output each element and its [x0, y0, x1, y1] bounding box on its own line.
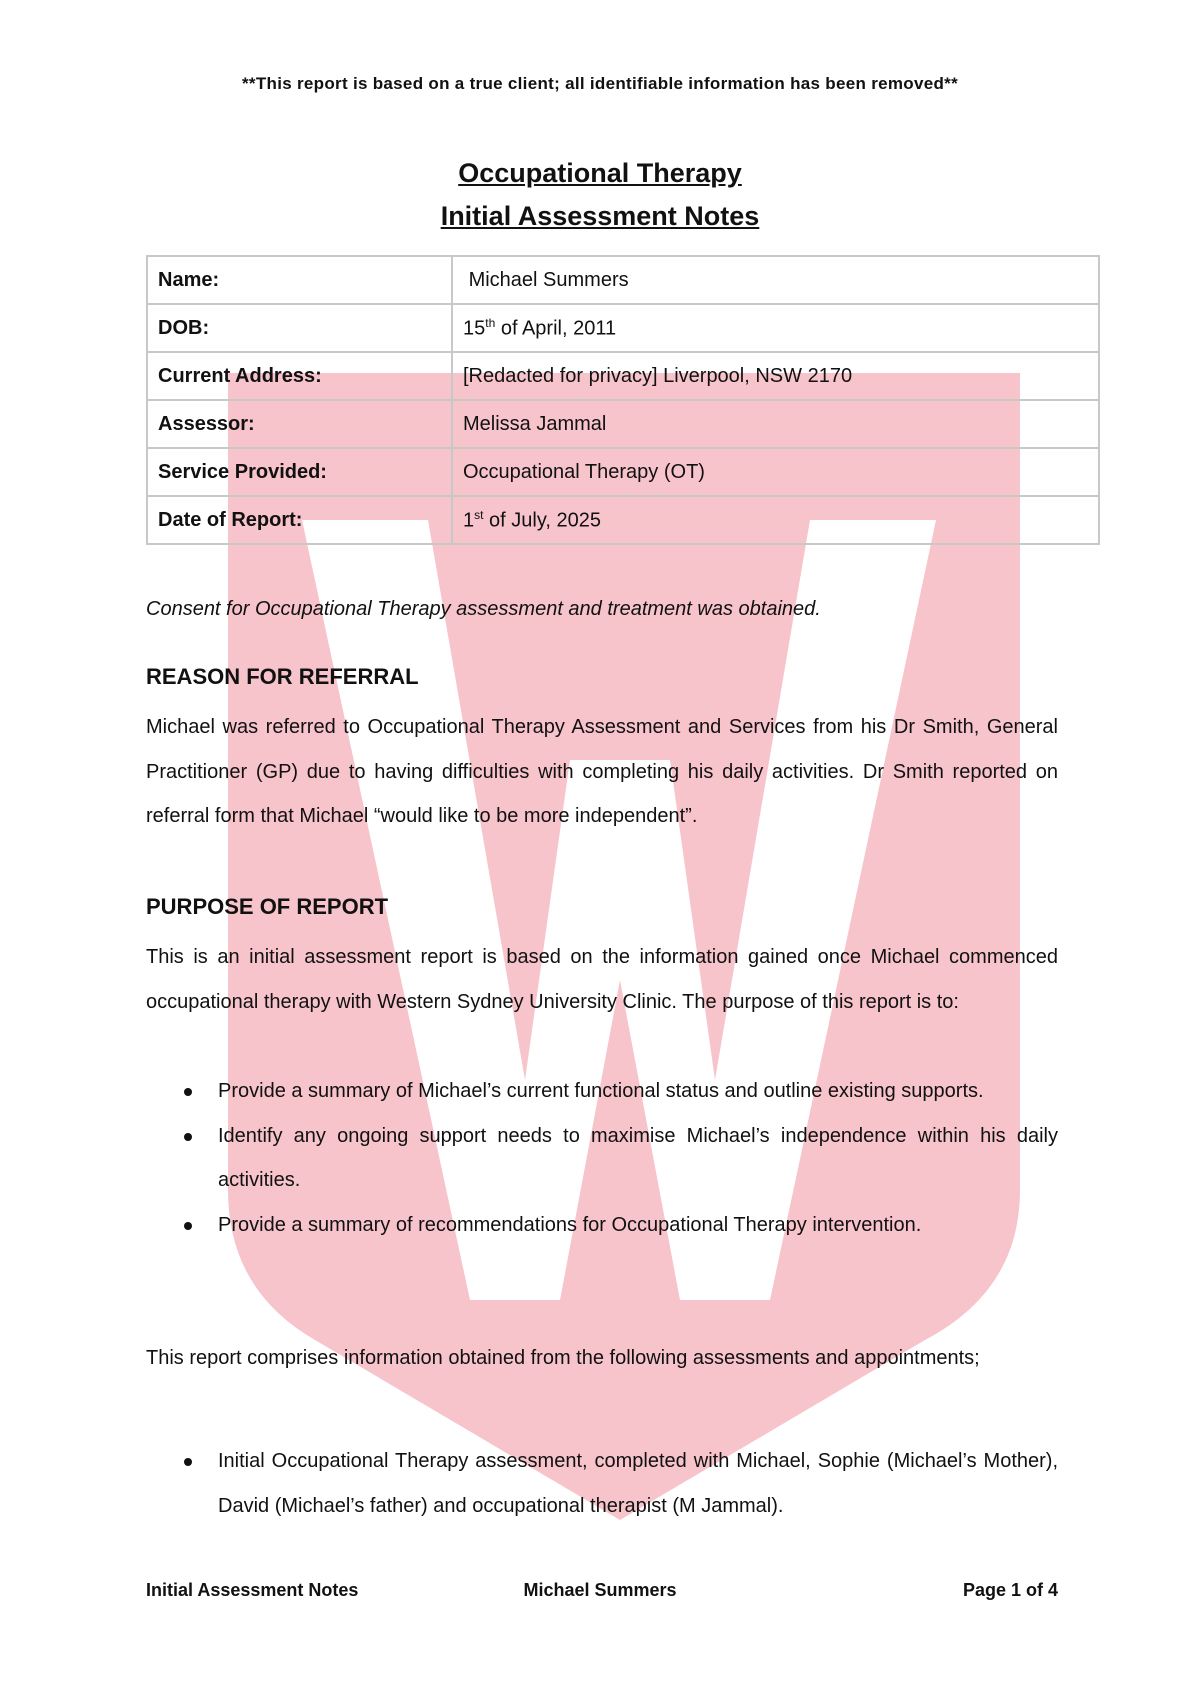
table-row: [147, 448, 1099, 496]
report-date-rest: of July, 2025: [483, 509, 601, 532]
dob-day: 15: [463, 317, 486, 340]
disclaimer-text: **This report is based on a true client; all identifiable information has been removed**: [242, 74, 958, 93]
list-item-text: Provide a summary of Michael’s current functional status and outline existing supports.: [218, 1080, 984, 1102]
list-item-text: Provide a summary of recommendations for Occupational Therapy intervention.: [218, 1213, 922, 1236]
footer-document-title: Initial Assessment Notes: [146, 1580, 359, 1600]
referral-heading: REASON FOR REFERRAL: [146, 664, 419, 689]
service-label: Service Provided:: [147, 448, 452, 496]
address-label: Current Address:: [147, 352, 452, 400]
list-item: [146, 1203, 1058, 1248]
assessment-bullet-list: [146, 1439, 1058, 1528]
list-item: [146, 1439, 1058, 1528]
dob-suffix: th: [485, 315, 496, 330]
table-row: [147, 496, 1099, 544]
list-item: [146, 1069, 1058, 1114]
service-value: Occupational Therapy (OT): [452, 448, 1099, 496]
report-date-value: [452, 496, 1099, 544]
bullet-icon: [184, 1133, 192, 1141]
bullet-icon: [184, 1088, 192, 1096]
name-label: Name:: [147, 256, 452, 304]
bullet-icon: [184, 1222, 192, 1230]
list-item-text: Initial Occupational Therapy assessment, completed with Michael, Sophie (Michael’s Mother), David (Michael’s father) and occupational therapist (M Jammal).: [218, 1450, 1058, 1517]
name-value-text: Michael Summers: [468, 268, 629, 291]
assessor-label: Assessor:: [147, 400, 452, 448]
bullet-icon: [184, 1458, 192, 1466]
table-row: [147, 400, 1099, 448]
dob-label: DOB:: [147, 304, 452, 352]
report-date-label: Date of Report:: [147, 496, 452, 544]
dob-rest: of April, 2011: [495, 317, 617, 340]
table-row: [147, 256, 1099, 304]
list-item-text: Identify any ongoing support needs to maximise Michael’s independence within his daily activities.: [218, 1124, 1058, 1191]
purpose-paragraph: This is an initial assessment report is based on the information gained once Michael commenced occupational therapy with Western Sydney University Clinic. The purpose of this report is to:: [146, 946, 1058, 1013]
referral-paragraph: Michael was referred to Occupational Therapy Assessment and Services from his Dr Smith, General Practitioner (GP) due to having difficulties with completing his daily activities. Dr Smith reported on referral form that Michael “would like to be more independent”.: [146, 716, 1058, 827]
footer-page-number: Page 1 of 4: [962, 1580, 1058, 1600]
dob-value: [452, 304, 1099, 352]
table-row: [147, 352, 1099, 400]
comprises-paragraph: This report comprises information obtained from the following assessments and appointments;: [146, 1347, 980, 1369]
name-value: [452, 256, 1099, 304]
assessor-value: Melissa Jammal: [452, 400, 1099, 448]
list-item: [146, 1114, 1058, 1203]
report-date-suffix: st: [474, 507, 484, 522]
table-row: [147, 304, 1099, 352]
document-subtitle: Initial Assessment Notes: [440, 201, 760, 231]
report-date-day: 1: [463, 509, 475, 532]
footer-client-name: Michael Summers: [523, 1580, 677, 1600]
document-title: Occupational Therapy: [458, 158, 742, 188]
client-info-table: [146, 255, 1100, 545]
purpose-bullet-list: [146, 1069, 1058, 1247]
purpose-heading: PURPOSE OF REPORT: [146, 894, 389, 919]
address-value: [Redacted for privacy] Liverpool, NSW 2170: [452, 352, 1099, 400]
consent-statement: Consent for Occupational Therapy assessment and treatment was obtained.: [146, 598, 821, 620]
